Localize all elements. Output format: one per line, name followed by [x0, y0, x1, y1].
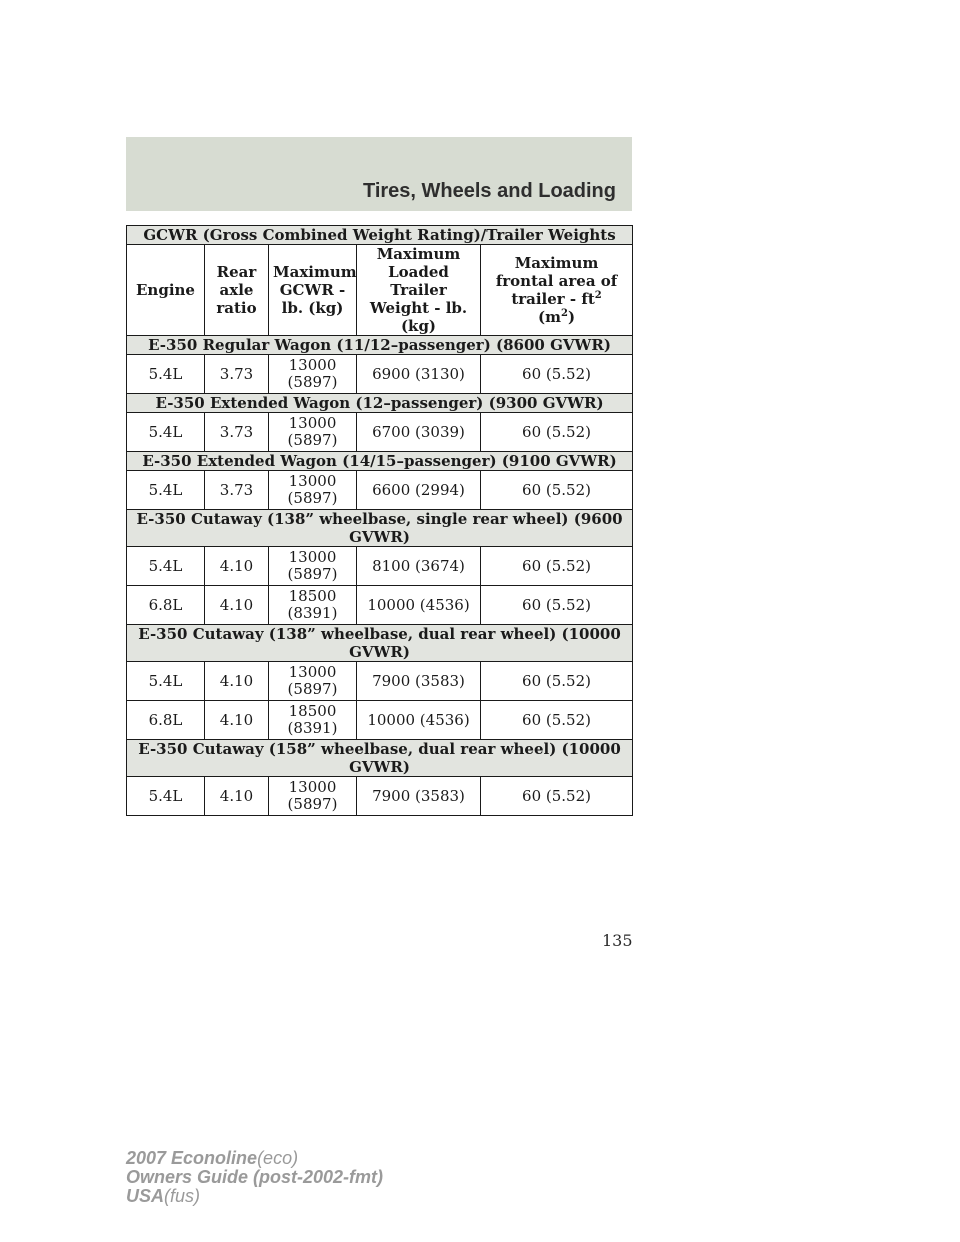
frontal-area-ft-exponent: 2: [594, 290, 602, 301]
cell-frontal-area: 60 (5.52): [481, 662, 633, 701]
footer-guide: Owners Guide (post-2002-fmt): [126, 1167, 384, 1187]
section-row: [127, 625, 633, 662]
cell-axle-ratio: 4.10: [205, 547, 269, 586]
frontal-area-metric-open: (m: [538, 308, 561, 326]
col-header-max-frontal-area: [481, 245, 633, 336]
col-header-max-trailer-weight: Maximum Loaded Trailer Weight - lb. (kg): [357, 245, 481, 336]
page-number: 135: [602, 931, 633, 950]
cell-engine: 5.4L: [127, 355, 205, 394]
gcwr-lb: 18500: [288, 587, 337, 605]
section-row: [127, 336, 633, 355]
col-header-engine: Engine: [127, 245, 205, 336]
gcwr-lb: 13000: [288, 663, 337, 681]
section-title: E-350 Cutaway (138” wheelbase, single rear wheel) (9600 GVWR): [127, 510, 633, 547]
footer-model: 2007 Econoline: [126, 1148, 258, 1168]
cell-max-gcwr: [269, 586, 357, 625]
section-title: E-350 Cutaway (158” wheelbase, dual rear wheel) (10000 GVWR): [127, 740, 633, 777]
gcwr-kg: (5897): [287, 680, 338, 698]
table-row: [127, 777, 633, 816]
frontal-area-metric-close: ): [567, 308, 576, 326]
footer-line-1: [126, 1149, 383, 1168]
cell-engine: 5.4L: [127, 413, 205, 452]
section-title: E-350 Cutaway (138” wheelbase, dual rear wheel) (10000 GVWR): [127, 625, 633, 662]
col-header-max-gcwr: Maximum GCWR - lb. (kg): [269, 245, 357, 336]
cell-engine: 6.8L: [127, 701, 205, 740]
section-row: [127, 740, 633, 777]
table-row: [127, 547, 633, 586]
section-row: [127, 452, 633, 471]
cell-axle-ratio: 3.73: [205, 471, 269, 510]
table-row: [127, 701, 633, 740]
cell-trailer-weight: 7900 (3583): [357, 777, 481, 816]
cell-max-gcwr: [269, 662, 357, 701]
table-row: [127, 471, 633, 510]
frontal-area-m-exponent: 2: [560, 308, 568, 319]
cell-axle-ratio: 3.73: [205, 413, 269, 452]
gcwr-lb: 13000: [288, 778, 337, 796]
gcwr-lb: 13000: [288, 548, 337, 566]
section-row: [127, 394, 633, 413]
document-footer: [126, 1149, 383, 1206]
cell-axle-ratio: 4.10: [205, 662, 269, 701]
cell-max-gcwr: [269, 471, 357, 510]
section-title: Tires, Wheels and Loading: [362, 180, 616, 202]
footer-market: USA: [126, 1186, 165, 1206]
gcwr-lb: 13000: [288, 472, 337, 490]
gcwr-lb: 13000: [288, 356, 337, 374]
column-header-row: [127, 245, 633, 336]
cell-frontal-area: 60 (5.52): [481, 413, 633, 452]
cell-engine: 6.8L: [127, 586, 205, 625]
cell-axle-ratio: 4.10: [205, 701, 269, 740]
footer-line-2: [126, 1168, 383, 1187]
cell-frontal-area: 60 (5.52): [481, 547, 633, 586]
cell-engine: 5.4L: [127, 471, 205, 510]
cell-axle-ratio: 4.10: [205, 586, 269, 625]
cell-frontal-area: 60 (5.52): [481, 586, 633, 625]
cell-trailer-weight: 7900 (3583): [357, 662, 481, 701]
footer-market-code: (fus): [164, 1186, 201, 1206]
gcwr-kg: (5897): [287, 795, 338, 813]
cell-frontal-area: 60 (5.52): [481, 355, 633, 394]
table-row: [127, 355, 633, 394]
cell-trailer-weight: 10000 (4536): [357, 586, 481, 625]
table-row: [127, 662, 633, 701]
gcwr-lb: 18500: [288, 702, 337, 720]
frontal-area-label: Maximum frontal area of trailer - ft: [495, 254, 618, 308]
cell-trailer-weight: 6700 (3039): [357, 413, 481, 452]
gcwr-kg: (5897): [287, 565, 338, 583]
cell-engine: 5.4L: [127, 547, 205, 586]
col-header-rear-axle-ratio: Rear axle ratio: [205, 245, 269, 336]
gcwr-trailer-weights-table: [126, 225, 633, 816]
cell-max-gcwr: [269, 701, 357, 740]
cell-engine: 5.4L: [127, 777, 205, 816]
cell-axle-ratio: 3.73: [205, 355, 269, 394]
cell-frontal-area: 60 (5.52): [481, 701, 633, 740]
cell-trailer-weight: 6900 (3130): [357, 355, 481, 394]
cell-axle-ratio: 4.10: [205, 777, 269, 816]
table-title: GCWR (Gross Combined Weight Rating)/Trailer Weights: [127, 226, 633, 245]
gcwr-kg: (5897): [287, 431, 338, 449]
table-body: [127, 226, 633, 816]
cell-max-gcwr: [269, 777, 357, 816]
cell-engine: 5.4L: [127, 662, 205, 701]
section-title: E-350 Regular Wagon (11/12–passenger) (8600 GVWR): [127, 336, 633, 355]
section-title: E-350 Extended Wagon (12–passenger) (9300 GVWR): [127, 394, 633, 413]
table-row: [127, 413, 633, 452]
footer-line-3: [126, 1187, 383, 1206]
cell-trailer-weight: 8100 (3674): [357, 547, 481, 586]
footer-model-code: (eco): [257, 1148, 299, 1168]
table-title-row: [127, 226, 633, 245]
gcwr-kg: (8391): [287, 604, 338, 622]
cell-frontal-area: 60 (5.52): [481, 777, 633, 816]
cell-max-gcwr: [269, 355, 357, 394]
section-title: E-350 Extended Wagon (14/15–passenger) (9100 GVWR): [127, 452, 633, 471]
gcwr-kg: (5897): [287, 489, 338, 507]
section-row: [127, 510, 633, 547]
cell-trailer-weight: 6600 (2994): [357, 471, 481, 510]
section-header-band: [126, 137, 632, 211]
table-row: [127, 586, 633, 625]
cell-max-gcwr: [269, 547, 357, 586]
cell-trailer-weight: 10000 (4536): [357, 701, 481, 740]
cell-max-gcwr: [269, 413, 357, 452]
cell-frontal-area: 60 (5.52): [481, 471, 633, 510]
gcwr-kg: (8391): [287, 719, 338, 737]
gcwr-kg: (5897): [287, 373, 338, 391]
gcwr-lb: 13000: [288, 414, 337, 432]
